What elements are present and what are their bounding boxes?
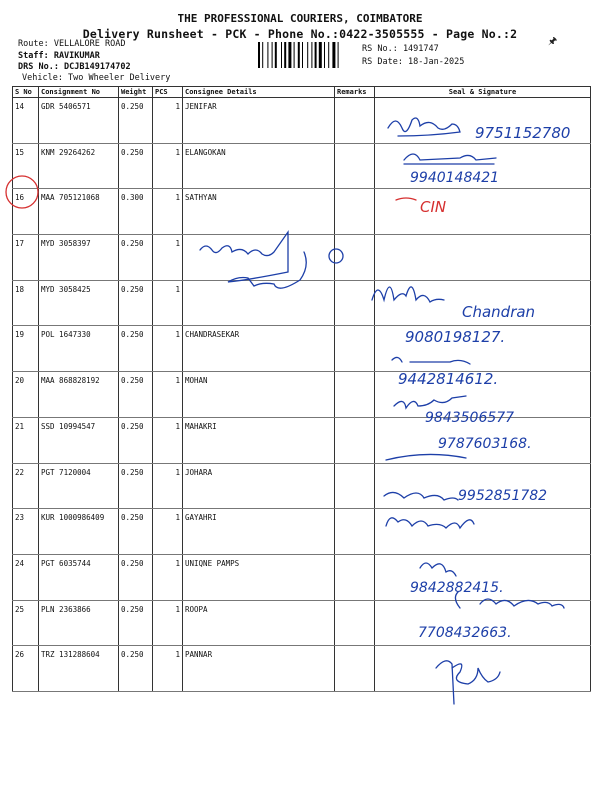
- table-row: [13, 372, 591, 418]
- row-weight: 0.250: [119, 143, 153, 189]
- table-row: [13, 189, 591, 235]
- col-signature: Seal & Signature: [375, 87, 591, 98]
- phone-26: 7708432663.: [418, 625, 512, 641]
- runsheet-title: Delivery Runsheet - PCK - Phone No.:0422-3505555 - Page No.:2: [82, 27, 518, 41]
- row-remarks: [335, 463, 375, 509]
- row-weight: 0.250: [119, 554, 153, 600]
- row-signature: [375, 417, 591, 463]
- row-sno: 25: [13, 600, 39, 646]
- row-pcs: 1: [153, 235, 183, 281]
- phone-22: 9787603168.: [438, 436, 532, 452]
- barcode-bar: [267, 42, 268, 68]
- barcode-bar: [288, 42, 291, 68]
- row-pcs: 1: [153, 646, 183, 692]
- barcode-bar: [262, 42, 263, 68]
- row-signature: [375, 189, 591, 235]
- row-remarks: [335, 646, 375, 692]
- row-signature: [375, 600, 591, 646]
- row-weight: 0.250: [119, 463, 153, 509]
- barcode-bar: [298, 42, 300, 68]
- barcode-bar: [258, 42, 260, 68]
- barcode-bar: [332, 42, 335, 68]
- row-signature: [375, 98, 591, 144]
- row-weight: 0.250: [119, 646, 153, 692]
- row-weight: 0.250: [119, 417, 153, 463]
- row-pcs: 1: [153, 554, 183, 600]
- table-row: [13, 509, 591, 555]
- table-row: [13, 280, 591, 326]
- row-sno: 24: [13, 554, 39, 600]
- row-consignment: MAA 705121068: [39, 189, 119, 235]
- phone-25: 9842882415.: [410, 580, 504, 596]
- barcode-bar: [275, 42, 277, 68]
- row-consignee: UNIQNE PAMPS: [183, 554, 335, 600]
- note-16: CIN: [420, 198, 447, 216]
- row-remarks: [335, 600, 375, 646]
- row-weight: 0.250: [119, 600, 153, 646]
- col-weight: Weight: [119, 87, 153, 98]
- row-weight: 0.250: [119, 235, 153, 281]
- phone-21: 9843506577: [425, 410, 515, 426]
- row-consignee: ELANGOKAN: [183, 143, 335, 189]
- table-row: [13, 326, 591, 372]
- runsheet-table: [12, 86, 591, 692]
- row-sno: 20: [13, 372, 39, 418]
- col-remarks: Remarks: [335, 87, 375, 98]
- rs-number: RS No.: 1491747: [362, 44, 439, 54]
- col-pcs: PCS: [153, 87, 183, 98]
- row-weight: 0.250: [119, 326, 153, 372]
- row-remarks: [335, 143, 375, 189]
- barcode-bar: [328, 42, 329, 68]
- company-title: THE PROFESSIONAL COURIERS, COIMBATORE: [177, 12, 423, 25]
- row-remarks: [335, 189, 375, 235]
- row-pcs: 1: [153, 326, 183, 372]
- row-consignment: MAA 868828192: [39, 372, 119, 418]
- row-consignment: KUR 1000986409: [39, 509, 119, 555]
- staff-label: Staff: RAVIKUMAR: [18, 51, 100, 61]
- row-signature: [375, 326, 591, 372]
- barcode-bar: [319, 42, 322, 68]
- rs-date: RS Date: 18-Jan-2025: [362, 57, 465, 67]
- row-consignee: [183, 235, 335, 281]
- col-consignment: Consignment No: [39, 87, 119, 98]
- barcode-bar: [281, 42, 282, 68]
- row-sno: 15: [13, 143, 39, 189]
- row-weight: 0.250: [119, 509, 153, 555]
- row-signature: [375, 646, 591, 692]
- row-pcs: 1: [153, 143, 183, 189]
- phone-20: 9442814612.: [398, 370, 499, 388]
- row-consignee: GAYAHRI: [183, 509, 335, 555]
- row-consignment: PLN 2363866: [39, 600, 119, 646]
- row-pcs: 1: [153, 189, 183, 235]
- row-remarks: [335, 98, 375, 144]
- row-consignee: [183, 280, 335, 326]
- row-consignee: MAHAKRI: [183, 417, 335, 463]
- row-sno: 23: [13, 509, 39, 555]
- row-signature: [375, 235, 591, 281]
- row-remarks: [335, 372, 375, 418]
- drs-number: DRS No.: DCJB149174702: [18, 62, 131, 72]
- phone-15: 9940148421: [410, 170, 500, 186]
- row-sno: 18: [13, 280, 39, 326]
- row-consignee: PANNAR: [183, 646, 335, 692]
- row-remarks: [335, 509, 375, 555]
- route-label: Route: VELLALORE ROAD: [18, 39, 126, 49]
- row-consignee: JOHARA: [183, 463, 335, 509]
- row-remarks: [335, 326, 375, 372]
- row-consignment: SSD 10994547: [39, 417, 119, 463]
- row-sno: 14: [13, 98, 39, 144]
- barcode-bar: [302, 42, 303, 68]
- barcode-bar: [294, 42, 295, 68]
- row-sno: 17: [13, 235, 39, 281]
- row-consignment: MYD 3058397: [39, 235, 119, 281]
- row-pcs: 1: [153, 417, 183, 463]
- phone-14: 9751152780: [475, 124, 571, 142]
- table-row: [13, 554, 591, 600]
- col-consignee: Consignee Details: [183, 87, 335, 98]
- row-consignment: GDR 5406571: [39, 98, 119, 144]
- barcode-bar: [338, 42, 339, 68]
- table-header: [13, 87, 591, 98]
- row-sno: 26: [13, 646, 39, 692]
- row-pcs: 1: [153, 280, 183, 326]
- row-consignment: KNM 29264262: [39, 143, 119, 189]
- vehicle-label: Vehicle: Two Wheeler Delivery: [22, 73, 171, 83]
- table-row: [13, 463, 591, 509]
- table-row: [13, 417, 591, 463]
- phone-19: 9080198127.: [405, 328, 506, 346]
- row-signature: [375, 280, 591, 326]
- row-weight: 0.250: [119, 280, 153, 326]
- row-pcs: 1: [153, 463, 183, 509]
- row-consignee: JENIFAR: [183, 98, 335, 144]
- barcode-bar: [315, 42, 317, 68]
- row-pcs: 1: [153, 98, 183, 144]
- row-consignment: PGT 7120004: [39, 463, 119, 509]
- row-remarks: [335, 554, 375, 600]
- row-sno: 19: [13, 326, 39, 372]
- row-consignment: PGT 6035744: [39, 554, 119, 600]
- barcode-bar: [284, 42, 286, 68]
- row-consignee: ROOPA: [183, 600, 335, 646]
- row-signature: [375, 143, 591, 189]
- row-remarks: [335, 280, 375, 326]
- row-remarks: [335, 235, 375, 281]
- row-consignment: POL 1647330: [39, 326, 119, 372]
- barcode-bar: [272, 42, 273, 68]
- row-pcs: 1: [153, 600, 183, 646]
- row-consignment: MYD 3058425: [39, 280, 119, 326]
- barcode-bar: [324, 42, 325, 68]
- barcode-bar: [311, 42, 312, 68]
- row-sno: 22: [13, 463, 39, 509]
- table-row: [13, 235, 591, 281]
- phone-23: 9952851782: [458, 488, 548, 504]
- row-weight: 0.300: [119, 189, 153, 235]
- pin-icon: 🖈: [548, 36, 558, 47]
- table-row: [13, 143, 591, 189]
- row-pcs: 1: [153, 509, 183, 555]
- row-sno: 16: [13, 189, 39, 235]
- col-sno: S No: [13, 87, 39, 98]
- barcode: [258, 42, 356, 68]
- barcode-bar: [307, 42, 308, 68]
- row-consignment: TRZ 131288604: [39, 646, 119, 692]
- table-row: [13, 98, 591, 144]
- row-consignee: MOHAN: [183, 372, 335, 418]
- row-signature: [375, 372, 591, 418]
- row-sno: 21: [13, 417, 39, 463]
- table-row: [13, 646, 591, 692]
- name-19: Chandran: [462, 303, 536, 321]
- row-signature: [375, 509, 591, 555]
- row-signature: [375, 463, 591, 509]
- row-signature: [375, 554, 591, 600]
- row-remarks: [335, 417, 375, 463]
- row-pcs: 1: [153, 372, 183, 418]
- row-weight: 0.250: [119, 98, 153, 144]
- table-row: [13, 600, 591, 646]
- row-consignee: CHANDRASEKAR: [183, 326, 335, 372]
- row-consignee: SATHYAN: [183, 189, 335, 235]
- row-weight: 0.250: [119, 372, 153, 418]
